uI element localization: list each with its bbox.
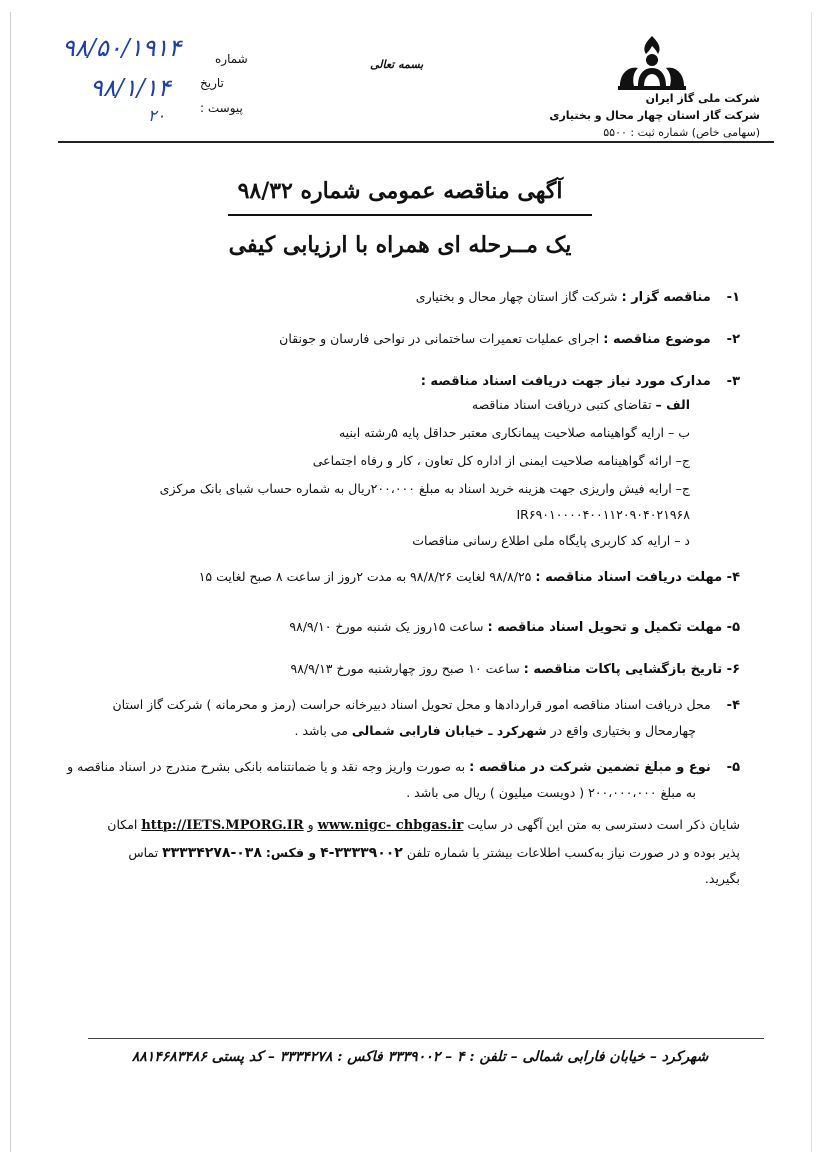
header-divider (58, 141, 774, 143)
basmala: بسمه تعالی (370, 58, 424, 71)
item-location-line2: چهارمحال و بختیاری واقع در شهرکرد ـ خیابان فارابی شمالی می باشد . (294, 723, 696, 738)
notice-line2: پذیر بوده و در صورت نیاز به‌کسب اطلاعات بیشتر با شماره تلفن ۳۳۳۳۹۰۰۲-۴ و فکس: ۰۳۸-۳۳۳۳۴۲۷۸ تماس (128, 845, 740, 861)
attachment-label: پیوست : (200, 101, 243, 115)
item-tenderer: ۱- مناقصه گزار : شرکت گاز استان چهار محال و بختیاری (415, 289, 740, 305)
tender-body (60, 285, 740, 1025)
tender-title: آگهی مناقصه عمومی شماره ۹۸/۳۲ (237, 178, 563, 204)
website-link-iets[interactable]: http://IETS.MPORG.IR (141, 818, 304, 833)
tender-subtitle: یک مــرحله ای همراه با ارزیابی کیفی (228, 232, 572, 258)
nigc-logo-icon (612, 34, 692, 92)
date-label: تاریخ (200, 76, 224, 90)
company-name-nigc: شرکت ملی گاز ایران (645, 92, 760, 105)
footer-divider (88, 1038, 764, 1039)
notice-line3: بگیرید. (704, 871, 740, 886)
contact-fax: ۰۳۸-۳۳۳۳۴۲۷۸ (162, 845, 262, 861)
document-requirement-b: ب – ارایه گواهینامه صلاحیت پیمانکاری معتبر حداقل پایه ۵رشته ابنیه (338, 425, 690, 440)
item-receive-deadline: ۴- مهلت دریافت اسناد مناقصه : ۹۸/۸/۲۵ لغایت ۹۸/۸/۲۶ به مدت ۲روز از ساعت ۸ صبح لغایت ۱۵ (198, 569, 740, 585)
handwritten-date: ۹۸/۱/۱۴ (90, 74, 171, 102)
number-label: شماره (215, 52, 248, 66)
item-subject: ۲- موضوع مناقصه : اجرای عملیات تعمیرات ساختمانی در نواحی فارسان و جونقان (279, 331, 740, 347)
item-guarantee-line1: ۵- نوع و مبلغ تضمین شرکت در مناقصه : به صورت واریز وجه نقد و یا ضمانتنامه بانکی بشرح مندرج در اسناد مناقصه و (67, 759, 740, 775)
document-requirement-a: الف – تقاضای کتبی دریافت اسناد مناقصه (471, 397, 690, 412)
handwritten-attachment: ۲۰ (148, 106, 166, 125)
company-block (549, 92, 760, 142)
contact-phone: ۳۳۳۳۹۰۰۲-۴ (320, 845, 403, 861)
document-requirement-d: ج– ارایه فیش واریزی جهت هزینه خرید اسناد به مبلغ ۲۰۰،۰۰۰ریال به شماره حساب شبای بانک مرکزی (159, 481, 690, 496)
notice-line1: شایان ذکر است دسترسی به متن این آگهی در سایت www.nigc- chbgas.ir و http://IETS.MPORG.IR امکان (107, 817, 740, 833)
item-location-line1: ۴- محل دریافت اسناد مناقصه امور قراردادها و محل تحویل اسناد دبیرخانه حراست (رمز و محرمانه ) شرکت گاز استان (112, 697, 740, 713)
document-requirement-e: د – ارایه کد کاربری پایگاه ملی اطلاع رسانی مناقصات (412, 533, 690, 548)
item-submit-deadline: ۵- مهلت تکمیل و تحویل اسناد مناقصه : ساعت ۱۵روز یک شنبه مورخ ۹۸/۹/۱۰ (289, 619, 740, 635)
item-documents-heading: ۳- مدارک مورد نیاز جهت دریافت اسناد مناقصه : (420, 374, 740, 389)
handwritten-number: ۹۸/۵۰/۱۹۱۴ (62, 34, 182, 62)
document-requirement-iban: IR۶۹۰۱۰۰۰۰۴۰۰۱۱۲۰۹۰۴۰۲۱۹۶۸ (516, 507, 690, 522)
footer-address: شهرکرد – خیابان فارابی شمالی – تلفن : ۴ – ۳۳۳۹۰۰۲ فاکس : ۳۳۳۴۲۷۸ – کد پستی ۸۸۱۴۶۸۳۴۸۶ (131, 1049, 709, 1065)
company-registration: (سهامی خاص) شماره ثبت : ۵۵۰۰ (603, 126, 760, 139)
company-name-province: شرکت گاز استان چهار محال و بختیاری (549, 109, 760, 122)
document-requirement-c: ج– ارائه گواهینامه صلاحیت ایمنی از اداره کل تعاون ، کار و رفاه اجتماعی (312, 453, 690, 468)
item-opening-date: ۶- تاریخ بازگشایی پاکات مناقصه : ساعت ۱۰ صبح روز چهارشنبه مورخ ۹۸/۹/۱۳ (290, 661, 740, 677)
item-guarantee-line2: به مبلغ ۲۰۰،۰۰۰،۰۰۰ ( دویست میلیون ) ریال می باشد . (406, 785, 696, 800)
title-underline (228, 214, 592, 216)
website-link-chbgas[interactable]: www.nigc- chbgas.ir (317, 818, 464, 833)
